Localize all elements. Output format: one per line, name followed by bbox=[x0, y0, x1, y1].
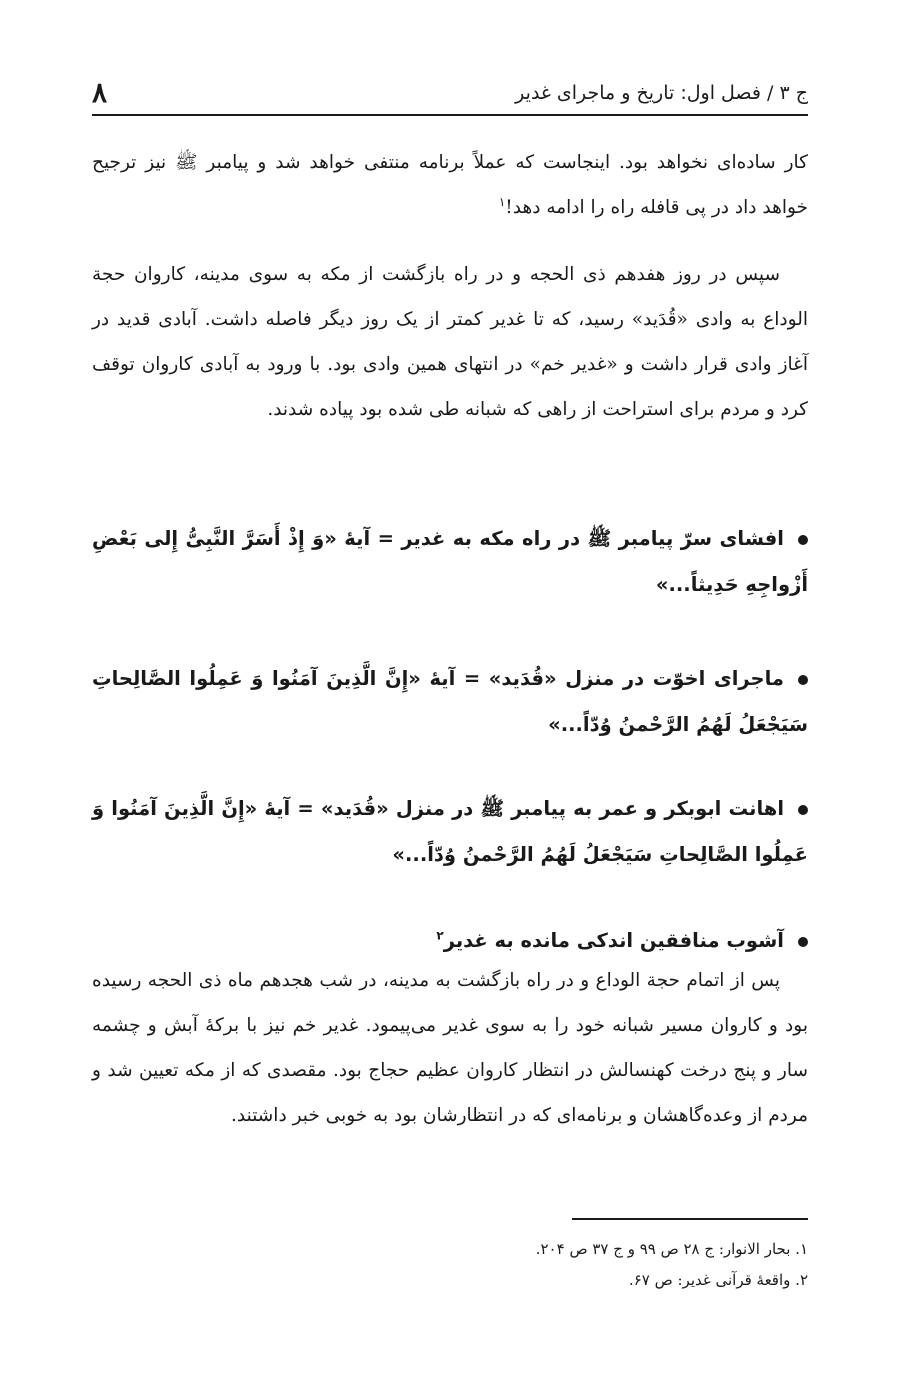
paragraph-continuation bbox=[92, 140, 808, 230]
paragraph-qudayd: سپس در روز هفدهم ذی الحجه و در راه بازگشت از مکه به سوی مدینه، کاروان حجة الوداع به وادی «قُدَید» رسید، که تا غدیر کمتر از یک روز دیگر فاصله داشت. آبادی قدید در آغاز وادی قرار داشت و «غدیر خم» در انتهای همین وادی بود. با ورود به آبادی کاروان توقف کرد و مردم برای استراحت از راهی که شبانه طی شده بود پیاده شدند. bbox=[92, 264, 808, 420]
bullet-icon bbox=[798, 675, 808, 685]
bullet-text: افشای سرّ پیامبر ﷺ در راه مکه به غدیر = آیهٔ «وَ إِذْ أَسَرَّ النَّبِیُّ إِلی بَعْضِ أَزْواجِهِ حَدِیثاً...» bbox=[92, 527, 808, 596]
footnote-1: ۱. بحار الانوار: ج ۲۸ ص ۹۹ و ج ۳۷ ص ۲۰۴. bbox=[535, 1240, 808, 1258]
bullet-text: آشوب منافقین اندکی مانده به غدیر bbox=[443, 929, 784, 952]
footnote-2: ۲. واقعهٔ قرآنی غدیر: ص ۶۷. bbox=[628, 1271, 808, 1289]
footnote-divider bbox=[572, 1218, 808, 1220]
paragraph-text: کار ساده‌ای نخواهد بود. اینجاست که عملاً برنامه منتفی خواهد شد و پیامبر ﷺ نیز ترجیح خواهد داد در پی قافله راه را ادامه دهد! bbox=[92, 152, 808, 218]
page-number: ۸ bbox=[92, 76, 108, 109]
bullet-item-insult bbox=[92, 786, 808, 878]
footnote-ref: ۱ bbox=[498, 194, 506, 209]
bullet-icon bbox=[798, 535, 808, 545]
bullet-item-brotherhood bbox=[92, 656, 808, 748]
bullet-text: ماجرای اخوّت در منزل «قُدَید» = آیهٔ «إِنَّ الَّذِینَ آمَنُوا وَ عَمِلُوا الصَّالِحاتِ سَیَجْعَلُ لَهُمُ الرَّحْمنُ وُدّاً...» bbox=[92, 667, 808, 736]
running-title: ج ۳ / فصل اول: تاریخ و ماجرای غدیر bbox=[515, 82, 808, 104]
bullet-icon bbox=[798, 805, 808, 815]
bullet-item-secret bbox=[92, 516, 808, 608]
book-page bbox=[92, 0, 808, 1390]
footnote-ref: ۲ bbox=[436, 928, 444, 943]
bullet-text: اهانت ابوبکر و عمر به پیامبر ﷺ در منزل «قُدَید» = آیهٔ «إِنَّ الَّذِینَ آمَنُوا وَ عَمِلُوا الصَّالِحاتِ سَیَجْعَلُ لَهُمُ الرَّحْمنُ وُدّاً...» bbox=[92, 797, 808, 866]
paragraph-hypocrites: پس از اتمام حجة الوداع و در راه بازگشت به مدینه، در شب هجدهم ماه ذی الحجه رسیده بود و کاروان مسیر شبانه خود را به سوی غدیر می‌پیمود. غدیر خم نیز با برکهٔ آبش و چشمه سار و پنج درخت کهنسالش در انتظار کاروان عظیم حجاج بود. مقصدی که از مکه تعیین شد و مردم از وعده‌گاهشان و برنامه‌ای که در انتظارشان بود به خوبی خبر داشتند. bbox=[92, 970, 808, 1126]
bullet-icon bbox=[798, 937, 808, 947]
page-header bbox=[92, 74, 808, 116]
footnotes bbox=[92, 1234, 808, 1296]
